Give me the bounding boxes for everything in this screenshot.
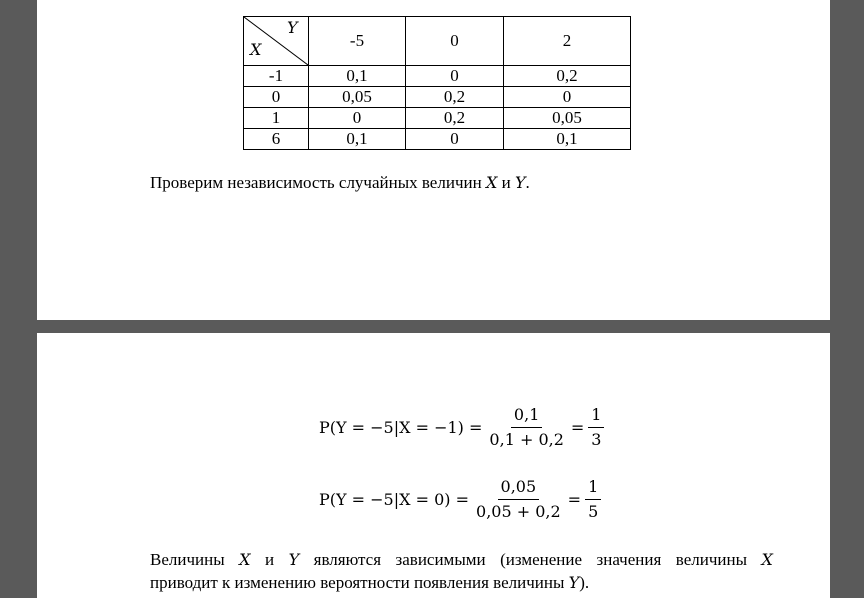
table-cell: 0,1 (309, 66, 406, 87)
conclusion-paragraph (150, 548, 773, 594)
conclusion-line-2 (150, 571, 773, 594)
word: и (265, 550, 275, 569)
row-header-cell: 6 (244, 129, 309, 150)
conditional-probability-equation-1 (319, 405, 608, 450)
fraction-numerator: 0,05 (498, 477, 540, 500)
table-cell: 0 (406, 66, 504, 87)
word: Величины (150, 550, 225, 569)
conjunction: и (501, 173, 511, 192)
result-numerator: 1 (585, 477, 601, 500)
result-fraction (585, 477, 601, 522)
table-cell: 0,05 (504, 108, 631, 129)
var-x: X (485, 173, 498, 192)
document-page-2 (37, 333, 830, 598)
word: (изменение (500, 550, 583, 569)
word: значения (596, 550, 662, 569)
word: величины (675, 550, 748, 569)
result-denominator: 3 (591, 430, 602, 449)
line-text: приводит к изменению вероятности появления величины (150, 573, 565, 592)
fraction (473, 477, 564, 522)
table-header-row (244, 17, 631, 66)
line-end: ). (579, 573, 590, 592)
table-header-cell: 0 (406, 17, 504, 66)
table-row (244, 87, 631, 108)
row-header-cell: -1 (244, 66, 309, 87)
table-cell: 0 (406, 129, 504, 150)
corner-y-label: Y (287, 18, 298, 37)
table-corner-cell (244, 17, 309, 66)
row-header-cell: 1 (244, 108, 309, 129)
word: являются (313, 550, 382, 569)
period: . (525, 173, 530, 192)
table-cell: 0 (504, 87, 631, 108)
table-header-cell: -5 (309, 17, 406, 66)
table-cell: 0,2 (406, 108, 504, 129)
fraction-denominator: 0,05 + 0,2 (476, 502, 561, 521)
fraction (486, 405, 566, 450)
table-cell: 0,1 (309, 129, 406, 150)
table-cell: 0,1 (504, 129, 631, 150)
table-cell: 0,2 (406, 87, 504, 108)
table-cell: 0 (309, 108, 406, 129)
row-header-cell: 0 (244, 87, 309, 108)
var-y: Y (568, 573, 580, 592)
fraction-numerator: 0,1 (511, 405, 542, 428)
paragraph-text: Проверим независимость случайных величин (150, 173, 482, 192)
table-row (244, 66, 631, 87)
equation-lhs: P(Y = −5|X = 0) = (319, 490, 470, 509)
table-header-cell: 2 (504, 17, 631, 66)
result-numerator: 1 (588, 405, 604, 428)
var-y: Y (514, 173, 526, 192)
var-y: Y (288, 550, 300, 569)
table-cell: 0,2 (504, 66, 631, 87)
conditional-probability-equation-2 (319, 477, 605, 522)
independence-check-paragraph (150, 172, 530, 194)
equals-sign: = (570, 418, 585, 437)
joint-distribution-table (243, 16, 631, 150)
var-x: X (239, 550, 251, 569)
result-fraction (588, 405, 604, 450)
word: зависимыми (395, 550, 486, 569)
document-page-1 (37, 0, 830, 320)
table-row (244, 129, 631, 150)
corner-x-label: X (250, 40, 262, 59)
table-cell: 0,05 (309, 87, 406, 108)
equals-sign: = (567, 490, 582, 509)
table-row (244, 108, 631, 129)
conclusion-line-1 (150, 548, 773, 571)
var-x: X (761, 550, 773, 569)
fraction-denominator: 0,1 + 0,2 (489, 430, 564, 449)
equation-lhs: P(Y = −5|X = −1) = (319, 418, 483, 437)
result-denominator: 5 (588, 502, 599, 521)
